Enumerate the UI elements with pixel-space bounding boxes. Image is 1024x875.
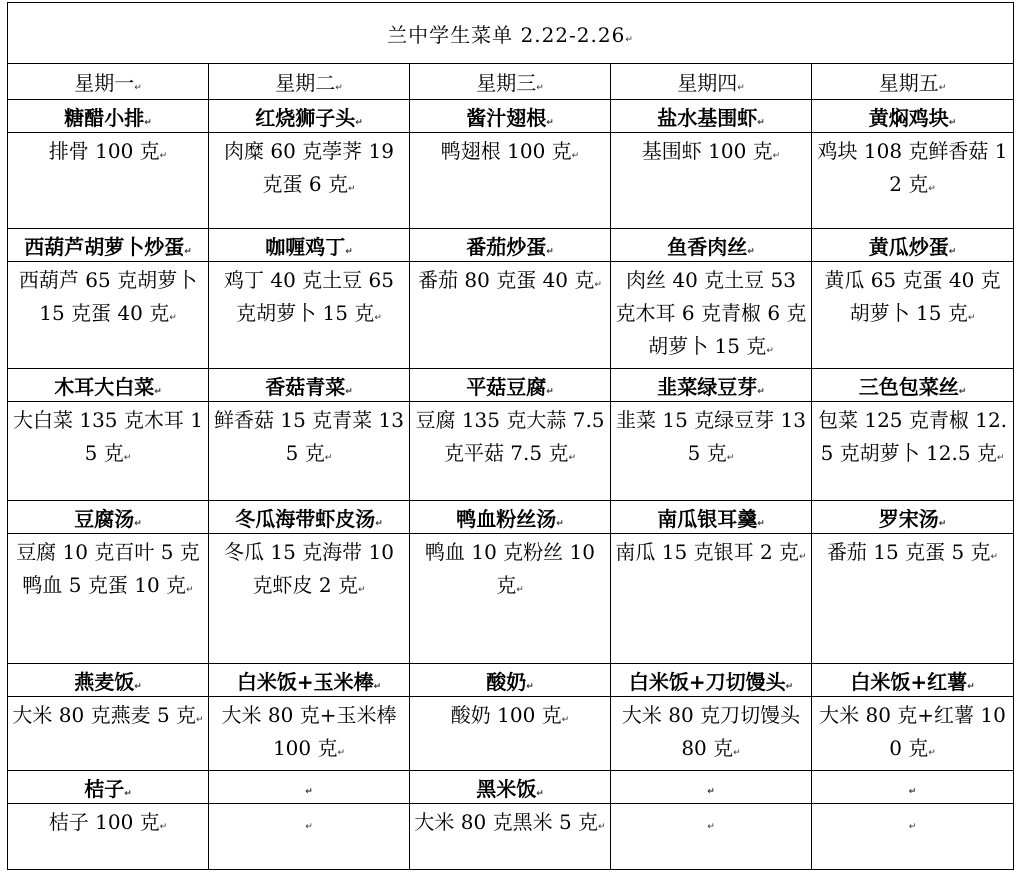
dish-row [8, 664, 1014, 697]
ingredient-detail: 鸭翅根 100 克↵ [410, 133, 611, 229]
dish-row [8, 501, 1014, 534]
dish-name: ↵ [209, 771, 410, 804]
ingredient-detail: 鸡块 108 克鲜香菇 12 克↵ [812, 133, 1014, 229]
dish-name: ↵ [611, 771, 812, 804]
ingredient-row [8, 402, 1014, 501]
ingredient-detail: 西葫芦 65 克胡萝卜 15 克蛋 40 克↵ [8, 262, 209, 369]
ingredient-detail: 鸡丁 40 克土豆 65 克胡萝卜 15 克↵ [209, 262, 410, 369]
dish-row [8, 100, 1014, 133]
dish-name: 韭菜绿豆芽↵ [611, 369, 812, 402]
dish-name: 番茄炒蛋↵ [410, 229, 611, 262]
dish-name: 南瓜银耳羹↵ [611, 501, 812, 534]
dish-name: 冬瓜海带虾皮汤↵ [209, 501, 410, 534]
ingredient-detail: 大米 80 克刀切馒头 80 克↵ [611, 697, 812, 771]
ingredient-detail: ↵ [611, 804, 812, 870]
dish-name: 桔子↵ [8, 771, 209, 804]
ingredient-row [8, 262, 1014, 369]
dish-name: ↵ [812, 771, 1014, 804]
ingredient-detail: 韭菜 15 克绿豆芽 135 克↵ [611, 402, 812, 501]
ingredient-detail: ↵ [209, 804, 410, 870]
ingredient-detail: 豆腐 135 克大蒜 7.5 克平菇 7.5 克↵ [410, 402, 611, 501]
dish-row [8, 369, 1014, 402]
dish-name: 咖喱鸡丁↵ [209, 229, 410, 262]
weekday-header: 星期二↵ [209, 64, 410, 100]
dish-row [8, 229, 1014, 262]
dish-name: 黑米饭↵ [410, 771, 611, 804]
dish-name: 酸奶↵ [410, 664, 611, 697]
menu-table [7, 2, 1014, 870]
dish-name: 香菇青菜↵ [209, 369, 410, 402]
dish-name: 平菇豆腐↵ [410, 369, 611, 402]
dish-name: 罗宋汤↵ [812, 501, 1014, 534]
ingredient-detail: 大米 80 克燕麦 5 克↵ [8, 697, 209, 771]
dish-name: 黄焖鸡块↵ [812, 100, 1014, 133]
ingredient-row [8, 534, 1014, 664]
ingredient-detail: 桔子 100 克↵ [8, 804, 209, 870]
ingredient-detail: 番茄 15 克蛋 5 克↵ [812, 534, 1014, 664]
ingredient-row [8, 697, 1014, 771]
dish-name: 盐水基围虾↵ [611, 100, 812, 133]
dish-name: 豆腐汤↵ [8, 501, 209, 534]
menu-title: 兰中学生菜单 2.22-2.26↵ [8, 3, 1014, 64]
weekday-header: 星期三↵ [410, 64, 611, 100]
ingredient-row [8, 133, 1014, 229]
weekday-header-row [8, 64, 1014, 100]
ingredient-detail: 包菜 125 克青椒 12.5 克胡萝卜 12.5 克↵ [812, 402, 1014, 501]
ingredient-detail: 豆腐 10 克百叶 5 克鸭血 5 克蛋 10 克↵ [8, 534, 209, 664]
dish-name: 鸭血粉丝汤↵ [410, 501, 611, 534]
dish-name: 白米饭+红薯↵ [812, 664, 1014, 697]
ingredient-detail: 基围虾 100 克↵ [611, 133, 812, 229]
ingredient-detail: 大白菜 135 克木耳 15 克↵ [8, 402, 209, 501]
ingredient-detail: 肉丝 40 克土豆 53 克木耳 6 克青椒 6 克胡萝卜 15 克↵ [611, 262, 812, 369]
ingredient-detail: 南瓜 15 克银耳 2 克↵ [611, 534, 812, 664]
ingredient-detail: 冬瓜 15 克海带 10 克虾皮 2 克↵ [209, 534, 410, 664]
dish-name: 白米饭+玉米棒↵ [209, 664, 410, 697]
ingredient-detail: 鸭血 10 克粉丝 10 克↵ [410, 534, 611, 664]
weekday-header: 星期一↵ [8, 64, 209, 100]
ingredient-row [8, 804, 1014, 870]
ingredient-detail: ↵ [812, 804, 1014, 870]
dish-name: 西葫芦胡萝卜炒蛋↵ [8, 229, 209, 262]
ingredient-detail: 大米 80 克+玉米棒 100 克↵ [209, 697, 410, 771]
ingredient-detail: 鲜香菇 15 克青菜 135 克↵ [209, 402, 410, 501]
ingredient-detail: 大米 80 克黑米 5 克↵ [410, 804, 611, 870]
dish-name: 鱼香肉丝↵ [611, 229, 812, 262]
dish-name: 白米饭+刀切馒头↵ [611, 664, 812, 697]
dish-name: 燕麦饭↵ [8, 664, 209, 697]
title-row [8, 3, 1014, 64]
ingredient-detail: 排骨 100 克↵ [8, 133, 209, 229]
ingredient-detail: 肉糜 60 克荸荠 19 克蛋 6 克↵ [209, 133, 410, 229]
ingredient-detail: 大米 80 克+红薯 100 克↵ [812, 697, 1014, 771]
dish-name: 糖醋小排↵ [8, 100, 209, 133]
dish-row [8, 771, 1014, 804]
ingredient-detail: 酸奶 100 克↵ [410, 697, 611, 771]
dish-name: 木耳大白菜↵ [8, 369, 209, 402]
dish-name: 三色包菜丝↵ [812, 369, 1014, 402]
dish-name: 酱汁翅根↵ [410, 100, 611, 133]
ingredient-detail: 黄瓜 65 克蛋 40 克胡萝卜 15 克↵ [812, 262, 1014, 369]
ingredient-detail: 番茄 80 克蛋 40 克↵ [410, 262, 611, 369]
weekday-header: 星期四↵ [611, 64, 812, 100]
weekday-header: 星期五↵ [812, 64, 1014, 100]
dish-name: 红烧狮子头↵ [209, 100, 410, 133]
dish-name: 黄瓜炒蛋↵ [812, 229, 1014, 262]
